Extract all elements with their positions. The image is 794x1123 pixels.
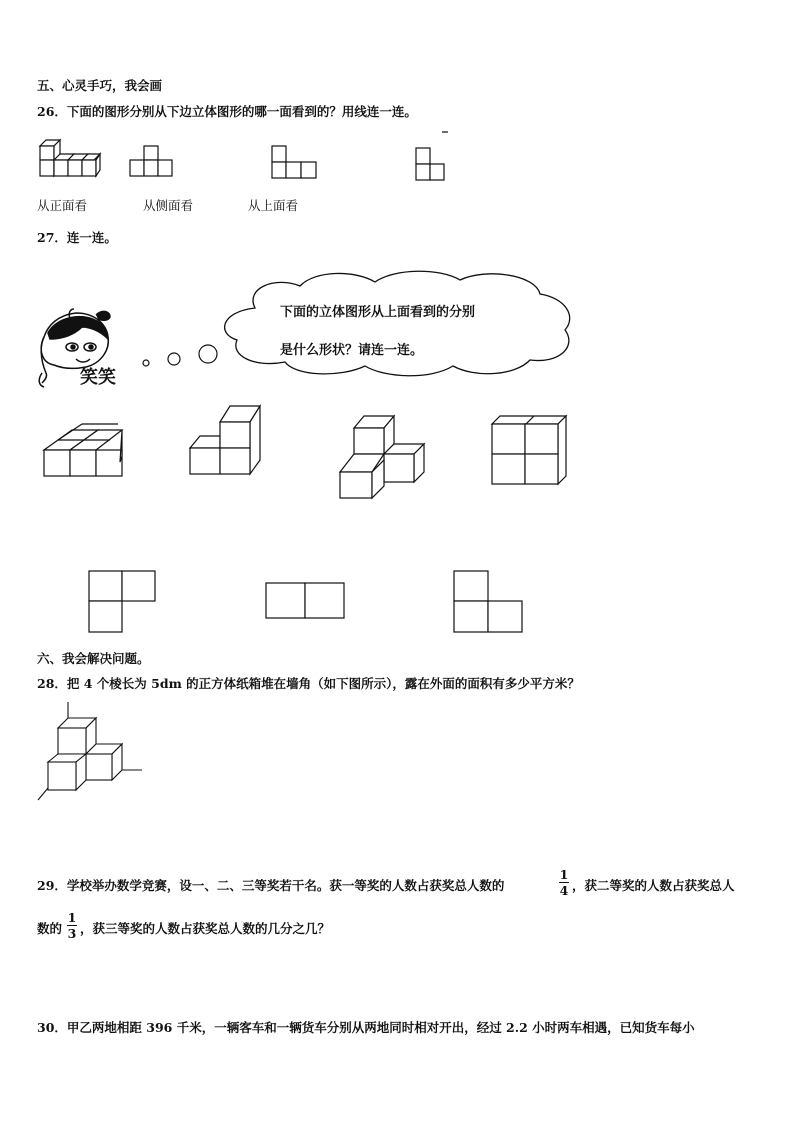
question-26: 26．下面的图形分别从下边立体图形的哪一面看到的？用线连一连。 bbox=[37, 104, 417, 119]
q27-solid-figure-1 bbox=[42, 422, 124, 480]
q27-top-view-shape-1 bbox=[88, 570, 158, 634]
question-28: 28．把 4 个棱长为 5dm 的正方体纸箱堆在墙角（如下图所示），露在外面的面积有多少平方米？ bbox=[37, 676, 580, 691]
fraction-one-quarter bbox=[559, 868, 569, 897]
question-30: 30．甲乙两地相距 396 千米，一辆客车和一辆货车分别从两地同时相对开出，经过 2.2 小时两车相遇，已知货车每小 bbox=[37, 1020, 695, 1035]
thought-bubbles bbox=[140, 344, 220, 370]
fraction-denominator: 3 bbox=[67, 926, 77, 941]
view-label-top: 从上面看 bbox=[248, 198, 299, 213]
q28-corner-cubes-figure bbox=[36, 700, 146, 804]
character-name-label: 笑笑 bbox=[80, 367, 116, 388]
section-title: 五、心灵手巧，我会画 bbox=[37, 78, 163, 93]
bubble-text-line1: 下面的立体图形从上面看到的分别 bbox=[280, 305, 476, 320]
view-label-side: 从侧面看 bbox=[143, 198, 194, 213]
q26-view-shape-2 bbox=[272, 146, 318, 180]
question-29-part4: ，获三等奖的人数占获奖总人数的几分之几？ bbox=[80, 921, 331, 936]
q26-front-view-cubes bbox=[40, 138, 102, 180]
speech-cloud bbox=[215, 268, 580, 380]
question-27: 27．连一连。 bbox=[37, 230, 117, 245]
q27-solid-figure-3 bbox=[338, 414, 430, 500]
q27-top-view-shape-3 bbox=[453, 570, 525, 634]
bubble-text-line2: 是什么形状？请连一连。 bbox=[280, 343, 424, 358]
question-29-part2: ，获二等奖的人数占获奖总人 bbox=[572, 878, 735, 893]
q26-view-shape-1 bbox=[130, 146, 174, 178]
q27-solid-figure-2 bbox=[188, 404, 262, 476]
q27-solid-figure-4 bbox=[490, 414, 570, 486]
q27-top-view-shape-2 bbox=[265, 582, 347, 620]
fraction-numerator: 1 bbox=[559, 867, 569, 882]
fraction-denominator: 4 bbox=[559, 883, 569, 898]
fraction-one-third bbox=[67, 911, 77, 940]
fraction-numerator: 1 bbox=[67, 910, 77, 925]
section-title-6: 六、我会解决问题。 bbox=[37, 651, 150, 666]
view-label-front: 从正面看 bbox=[37, 198, 88, 213]
question-29-part3: 数的 bbox=[37, 921, 63, 936]
q26-view-shape-3 bbox=[414, 130, 448, 182]
question-29-part1: 29．学校举办数学竞赛，设一、二、三等奖若干名。获一等奖的人数占获奖总人数的 bbox=[37, 878, 505, 893]
